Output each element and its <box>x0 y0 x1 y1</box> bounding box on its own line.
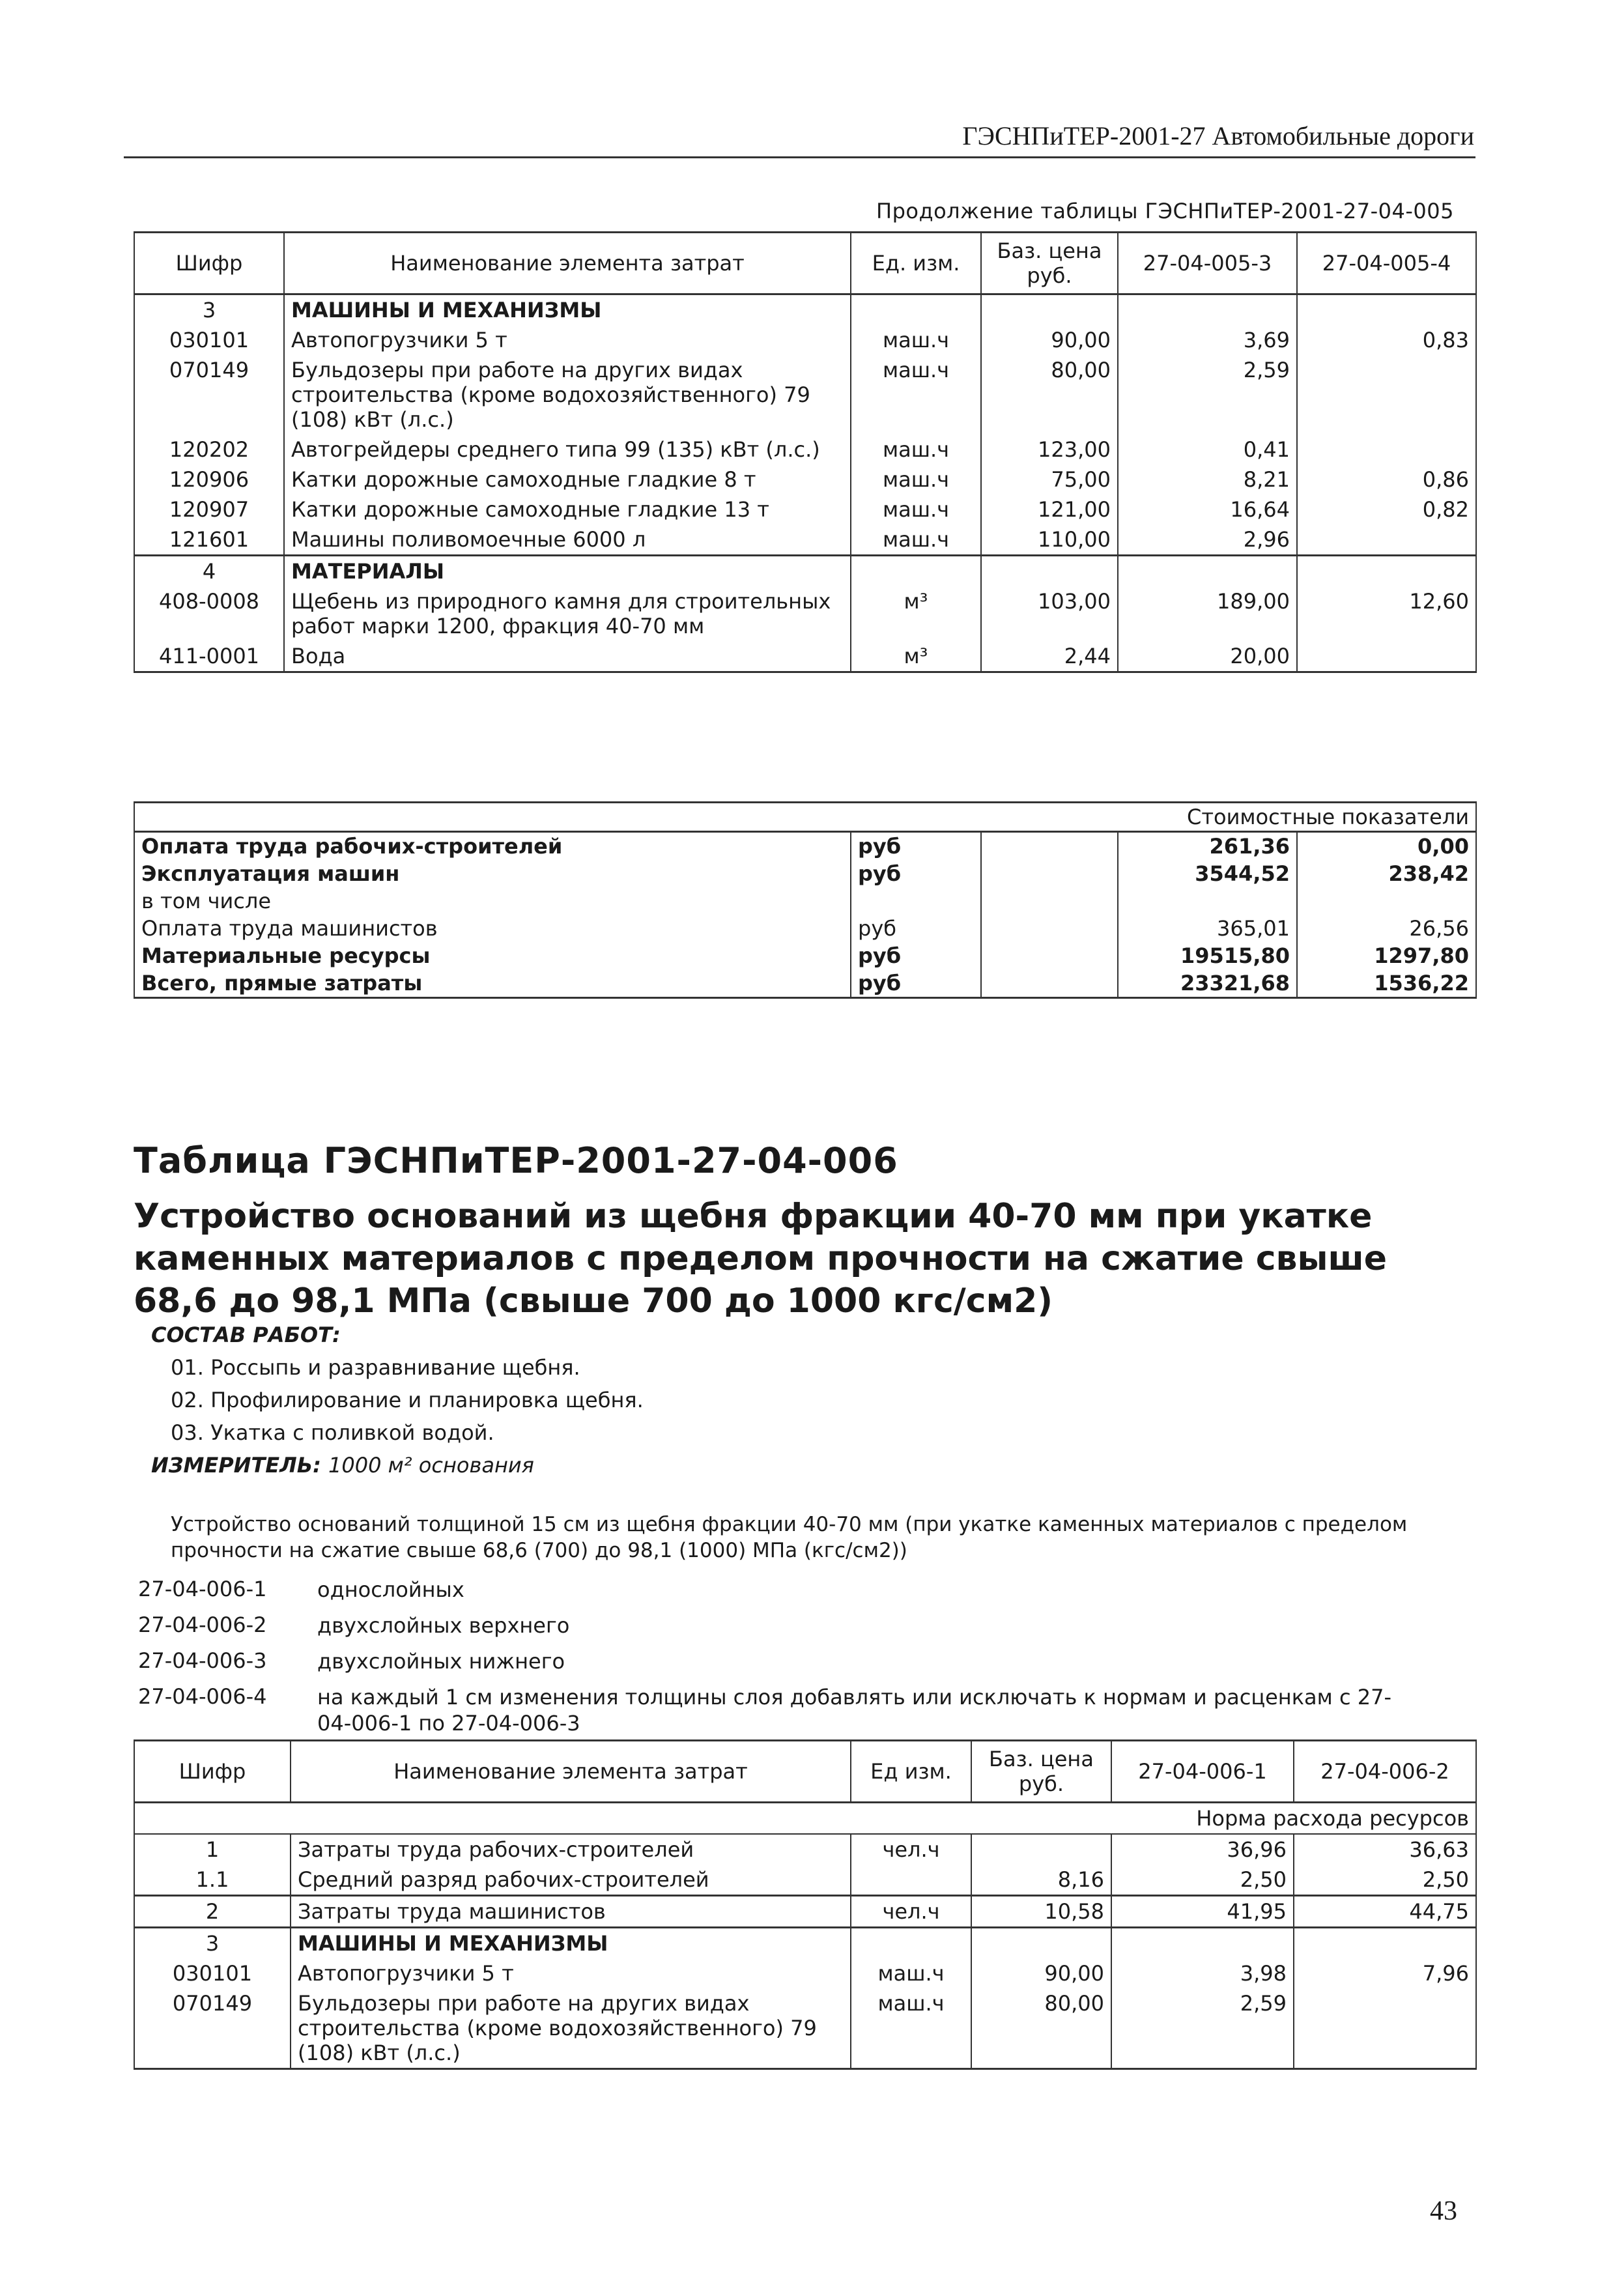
work-item: 03. Укатка с поливкой водой. <box>171 1420 494 1445</box>
cell-norm-2 <box>1297 435 1476 465</box>
cell-price <box>981 556 1118 587</box>
col-header-name: Наименование элемента затрат <box>284 233 851 294</box>
cell-norm-2 <box>1294 1988 1476 2069</box>
cell-norm-1 <box>1111 1928 1294 1959</box>
col-header-code: Шифр <box>134 1741 291 1803</box>
cost-row <box>134 860 1476 887</box>
cell-name: МАШИНЫ И МЕХАНИЗМЫ <box>284 294 851 326</box>
cell-unit: м³ <box>851 641 981 672</box>
cell-norm-1 <box>1118 556 1297 587</box>
cost-row <box>134 832 1476 861</box>
cell-unit: маш.ч <box>851 1988 971 2069</box>
section-row <box>134 1928 1476 1959</box>
norm-code-text: двухслойных верхнего <box>317 1613 570 1638</box>
cost-value-1: 3544,52 <box>1118 860 1297 887</box>
cell-norm-1: 2,59 <box>1118 355 1297 435</box>
cell-norm-2: 36,63 <box>1294 1834 1476 1865</box>
cell-norm-2 <box>1297 556 1476 587</box>
table-row <box>134 1865 1476 1896</box>
cell-norm-2 <box>1294 1928 1476 1959</box>
cell-code: 030101 <box>134 1958 291 1988</box>
table-row <box>134 494 1476 524</box>
col-header-price: Баз. цена руб. <box>971 1741 1111 1803</box>
cell-code: 120907 <box>134 494 284 524</box>
norm-code-text: однослойных <box>317 1577 464 1602</box>
cost-unit: руб <box>851 942 981 969</box>
cost-row <box>134 942 1476 969</box>
cell-norm-1: 8,21 <box>1118 465 1297 494</box>
cell-unit: маш.ч <box>851 325 981 355</box>
cost-label: Всего, прямые затраты <box>134 969 851 998</box>
cell-code: 411-0001 <box>134 641 284 672</box>
cost-value-2 <box>1297 887 1476 915</box>
cell-name: Машины поливомоечные 6000 л <box>284 524 851 556</box>
cell-norm-2: 44,75 <box>1294 1896 1476 1928</box>
page-number: 43 <box>1430 2196 1457 2226</box>
cell-code: 1.1 <box>134 1865 291 1896</box>
cell-price: 2,44 <box>981 641 1118 672</box>
meter-line <box>151 1453 534 1478</box>
cell-code: 070149 <box>134 355 284 435</box>
table-title: Таблица ГЭСНПиТЕР-2001-27-04-006 <box>134 1140 898 1181</box>
cell-norm-1: 36,96 <box>1111 1834 1294 1865</box>
norm-header-row <box>134 1803 1476 1835</box>
cell-price: 8,16 <box>971 1865 1111 1896</box>
cell-name: Затраты труда машинистов <box>291 1896 851 1928</box>
norm-code: 27-04-006-4 <box>138 1684 267 1709</box>
cost-price <box>981 915 1118 942</box>
cell-price: 10,58 <box>971 1896 1111 1928</box>
cell-code: 120906 <box>134 465 284 494</box>
cell-norm-1 <box>1118 294 1297 326</box>
running-title: ГЭСНПиТЕР-2001-27 Автомобильные дороги <box>962 121 1474 150</box>
cell-norm-2: 0,82 <box>1297 494 1476 524</box>
cell-price <box>971 1834 1111 1865</box>
cell-norm-2: 12,60 <box>1297 586 1476 641</box>
norm-code-text: двухслойных нижнего <box>317 1649 565 1674</box>
cell-name: МАШИНЫ И МЕХАНИЗМЫ <box>291 1928 851 1959</box>
cost-unit <box>851 887 981 915</box>
cost-label: в том числе <box>134 887 851 915</box>
norm-code-text: на каждый 1 см изменения толщины слоя добавлять или исключать к нормам и расценкам с 27-04-006-1 по 27-04-006-3 <box>317 1685 1391 1736</box>
cell-norm-1: 189,00 <box>1118 586 1297 641</box>
cost-label: Оплата труда машинистов <box>134 915 851 942</box>
cost-price <box>981 969 1118 998</box>
table-header-row <box>134 1741 1476 1803</box>
cell-norm-1: 2,59 <box>1111 1988 1294 2069</box>
cell-unit: чел.ч <box>851 1896 971 1928</box>
cost-indicators-table <box>134 801 1477 999</box>
section-row <box>134 294 1476 326</box>
cell-unit <box>851 294 981 326</box>
table-row <box>134 325 1476 355</box>
cell-price: 121,00 <box>981 494 1118 524</box>
cell-code: 121601 <box>134 524 284 556</box>
cell-unit <box>851 1865 971 1896</box>
norm-code: 27-04-006-2 <box>138 1612 267 1637</box>
cost-label: Оплата труда рабочих-строителей <box>134 832 851 861</box>
cell-name: Средний разряд рабочих-строителей <box>291 1865 851 1896</box>
cell-norm-2: 2,50 <box>1294 1865 1476 1896</box>
cell-name: Бульдозеры при работе на других видах строительства (кроме водохозяйственного) 79 (108) кВт (л.с.) <box>291 1988 851 2069</box>
cell-norm-1: 3,69 <box>1118 325 1297 355</box>
cell-price: 123,00 <box>981 435 1118 465</box>
cell-price: 80,00 <box>971 1988 1111 2069</box>
cost-row <box>134 969 1476 998</box>
table-row <box>134 355 1476 435</box>
table-row <box>134 435 1476 465</box>
cell-price: 75,00 <box>981 465 1118 494</box>
table-row <box>134 1958 1476 1988</box>
cell-name: Автопогрузчики 5 т <box>291 1958 851 1988</box>
cost-unit: руб <box>851 915 981 942</box>
cell-norm-2: 7,96 <box>1294 1958 1476 1988</box>
cost-value-1: 261,36 <box>1118 832 1297 861</box>
cell-unit <box>851 1928 971 1959</box>
cost-value-1 <box>1118 887 1297 915</box>
cell-price: 90,00 <box>981 325 1118 355</box>
cost-table-04-005 <box>134 231 1477 673</box>
cost-value-2: 238,42 <box>1297 860 1476 887</box>
cell-code: 3 <box>134 294 284 326</box>
cell-name: Вода <box>284 641 851 672</box>
norm-code: 27-04-006-3 <box>138 1648 267 1673</box>
cell-price <box>981 294 1118 326</box>
header-rule <box>124 156 1475 158</box>
cell-name: Щебень из природного камня для строительных работ марки 1200, фракция 40-70 мм <box>284 586 851 641</box>
col-header-norm-2: 27-04-006-2 <box>1294 1741 1476 1803</box>
cell-norm-2: 0,86 <box>1297 465 1476 494</box>
cell-name: Автогрейдеры среднего типа 99 (135) кВт (л.с.) <box>284 435 851 465</box>
cell-norm-1: 20,00 <box>1118 641 1297 672</box>
cost-row <box>134 887 1476 915</box>
col-header-norm-1: 27-04-006-1 <box>1111 1741 1294 1803</box>
cell-code: 4 <box>134 556 284 587</box>
cell-unit: маш.ч <box>851 465 981 494</box>
col-header-code: Шифр <box>134 233 284 294</box>
cell-name: МАТЕРИАЛЫ <box>284 556 851 587</box>
cost-label: Эксплуатация машин <box>134 860 851 887</box>
cell-price: 80,00 <box>981 355 1118 435</box>
cell-price: 110,00 <box>981 524 1118 556</box>
norm-code: 27-04-006-1 <box>138 1577 267 1601</box>
table-row <box>134 1988 1476 2069</box>
table-row <box>134 641 1476 672</box>
cost-indicators-header: Стоимостные показатели <box>134 803 1476 832</box>
table-subtitle: Устройство оснований из щебня фракции 40-70 мм при укатке каменных материалов с пределом прочности на сжатие свыше 68,6 до 98,1 МПа (свыше 700 до 1000 кгс/см2) <box>134 1197 1387 1321</box>
col-header-norm-1: 27-04-005-3 <box>1118 233 1297 294</box>
cell-norm-2 <box>1297 524 1476 556</box>
cell-price: 103,00 <box>981 586 1118 641</box>
cell-code: 2 <box>134 1896 291 1928</box>
cell-norm-2 <box>1297 294 1476 326</box>
cell-unit: маш.ч <box>851 1958 971 1988</box>
cost-value-2: 1536,22 <box>1297 969 1476 998</box>
cell-code: 030101 <box>134 325 284 355</box>
cell-norm-1: 2,50 <box>1111 1865 1294 1896</box>
cell-code: 120202 <box>134 435 284 465</box>
cost-table-04-006 <box>134 1739 1477 2070</box>
cell-code: 3 <box>134 1928 291 1959</box>
cell-price <box>971 1928 1111 1959</box>
col-header-name: Наименование элемента затрат <box>291 1741 851 1803</box>
cost-price <box>981 832 1118 861</box>
cost-value-2: 1297,80 <box>1297 942 1476 969</box>
cost-unit: руб <box>851 860 981 887</box>
cost-value-1: 23321,68 <box>1118 969 1297 998</box>
cell-norm-1: 2,96 <box>1118 524 1297 556</box>
cell-code: 1 <box>134 1834 291 1865</box>
cost-value-2: 0,00 <box>1297 832 1476 861</box>
meter-label: ИЗМЕРИТЕЛЬ: <box>151 1453 321 1478</box>
cell-norm-2 <box>1297 355 1476 435</box>
cell-unit: маш.ч <box>851 355 981 435</box>
cost-indicators-header-row <box>134 803 1476 832</box>
col-header-price: Баз. цена руб. <box>981 233 1118 294</box>
cell-unit: маш.ч <box>851 524 981 556</box>
table-row <box>134 1834 1476 1865</box>
cost-price <box>981 942 1118 969</box>
cost-row <box>134 915 1476 942</box>
cell-code: 070149 <box>134 1988 291 2069</box>
cost-price <box>981 887 1118 915</box>
cost-unit: руб <box>851 832 981 861</box>
cell-unit: м³ <box>851 586 981 641</box>
cost-label: Материальные ресурсы <box>134 942 851 969</box>
norm-header: Норма расхода ресурсов <box>134 1803 1476 1835</box>
cell-unit: чел.ч <box>851 1834 971 1865</box>
cell-unit <box>851 556 981 587</box>
cell-norm-1: 3,98 <box>1111 1958 1294 1988</box>
works-label: СОСТАВ РАБОТ: <box>151 1323 341 1347</box>
cell-norm-1: 0,41 <box>1118 435 1297 465</box>
cost-value-2: 26,56 <box>1297 915 1476 942</box>
meter-description: Устройство оснований толщиной 15 см из щебня фракции 40-70 мм (при укатке каменных материалов с пределом прочности на сжатие свыше 68,6 (700) до 98,1 (1000) МПа (кгс/см2)) <box>171 1513 1408 1562</box>
cell-norm-1: 16,64 <box>1118 494 1297 524</box>
cell-name: Катки дорожные самоходные гладкие 13 т <box>284 494 851 524</box>
cost-value-1: 365,01 <box>1118 915 1297 942</box>
cell-name: Бульдозеры при работе на других видах строительства (кроме водохозяйственного) 79 (108) кВт (л.с.) <box>284 355 851 435</box>
table-row <box>134 465 1476 494</box>
cell-name: Автопогрузчики 5 т <box>284 325 851 355</box>
cell-norm-2 <box>1297 641 1476 672</box>
cell-norm-2: 0,83 <box>1297 325 1476 355</box>
cell-code: 408-0008 <box>134 586 284 641</box>
cell-unit: маш.ч <box>851 435 981 465</box>
cell-unit: маш.ч <box>851 494 981 524</box>
cell-norm-1: 41,95 <box>1111 1896 1294 1928</box>
col-header-unit: Ед изм. <box>851 1741 971 1803</box>
table-row <box>134 1896 1476 1928</box>
work-item: 02. Профилирование и планировка щебня. <box>171 1388 644 1412</box>
col-header-unit: Ед. изм. <box>851 233 981 294</box>
cell-price: 90,00 <box>971 1958 1111 1988</box>
cost-price <box>981 860 1118 887</box>
cost-value-1: 19515,80 <box>1118 942 1297 969</box>
table-continuation-caption: Продолжение таблицы ГЭСНПиТЕР-2001-27-04-005 <box>876 199 1454 223</box>
cost-unit: руб <box>851 969 981 998</box>
table-header-row <box>134 233 1476 294</box>
work-item: 01. Россыпь и разравнивание щебня. <box>171 1355 580 1380</box>
cell-name: Затраты труда рабочих-строителей <box>291 1834 851 1865</box>
meter-value: 1000 м² основания <box>328 1453 534 1478</box>
table-row <box>134 586 1476 641</box>
table-row <box>134 524 1476 556</box>
section-row <box>134 556 1476 587</box>
col-header-norm-2: 27-04-005-4 <box>1297 233 1476 294</box>
cell-name: Катки дорожные самоходные гладкие 8 т <box>284 465 851 494</box>
